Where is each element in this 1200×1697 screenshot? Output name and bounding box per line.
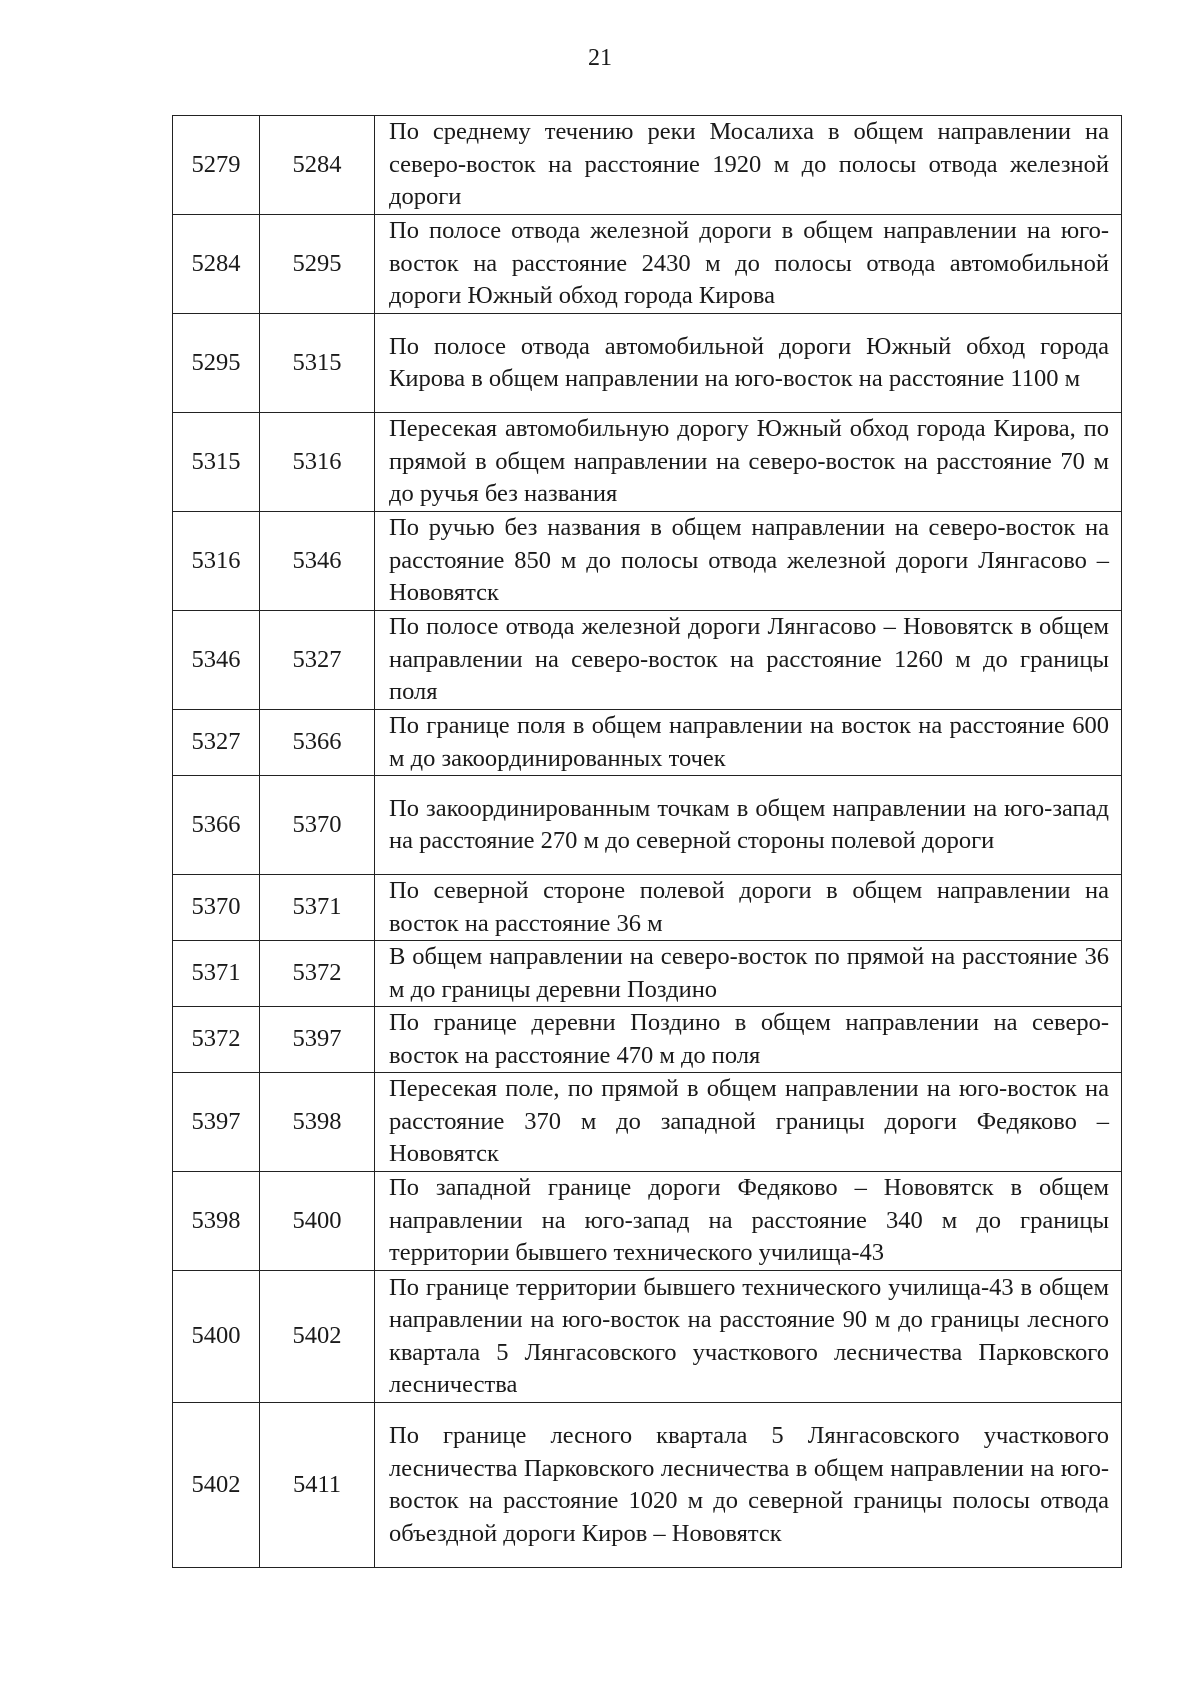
point-from: 5371 [173,941,260,1007]
point-from: 5284 [173,215,260,314]
table-row [173,116,1122,215]
point-from: 5295 [173,314,260,413]
table-row [173,941,1122,1007]
point-from: 5400 [173,1271,260,1403]
point-to: 5315 [260,314,375,413]
table-row [173,1007,1122,1073]
table-row [173,314,1122,413]
point-from: 5315 [173,413,260,512]
segment-description: По границе поля в общем направлении на восток на расстояние 600 м до закоординированных точек [375,710,1122,776]
point-from: 5346 [173,611,260,710]
page-number: 21 [588,45,612,71]
table-row [173,413,1122,512]
table-row [173,1403,1122,1568]
table-row [173,611,1122,710]
segment-description: По полосе отвода железной дороги Лянгасово – Нововятск в общем направлении на северо-восток на расстояние 1260 м до границы поля [375,611,1122,710]
segment-description: Пересекая поле, по прямой в общем направлении на юго-восток на расстояние 370 м до западной границы дороги Федяково – Нововятск [375,1073,1122,1172]
segment-description: По полосе отвода железной дороги в общем направлении на юго-восток на расстояние 2430 м до полосы отвода автомобильной дороги Южный обход города Кирова [375,215,1122,314]
point-to: 5327 [260,611,375,710]
segment-description: По ручью без названия в общем направлении на северо-восток на расстояние 850 м до полосы отвода железной дороги Лянгасово –Нововятск [375,512,1122,611]
point-to: 5400 [260,1172,375,1271]
segment-description: По полосе отвода автомобильной дороги Южный обход города Кирова в общем направлении на юго-восток на расстояние 1100 м [375,314,1122,413]
point-to: 5398 [260,1073,375,1172]
point-to: 5284 [260,116,375,215]
point-to: 5397 [260,1007,375,1073]
point-from: 5316 [173,512,260,611]
table-row [173,776,1122,875]
point-from: 5366 [173,776,260,875]
segment-description: По среднему течению реки Мосалиха в общем направлении на северо-восток на расстояние 1920 м до полосы отвода железной дороги [375,116,1122,215]
table-row [173,1271,1122,1403]
point-to: 5316 [260,413,375,512]
segment-description: В общем направлении на северо-восток по прямой на расстояние 36 м до границы деревни Поздино [375,941,1122,1007]
point-to: 5346 [260,512,375,611]
point-to: 5372 [260,941,375,1007]
point-from: 5279 [173,116,260,215]
segment-description: По западной границе дороги Федяково – Нововятск в общем направлении на юго-запад на расстояние 340 м до границы территории бывшего технического училища-43 [375,1172,1122,1271]
table-row [173,1172,1122,1271]
segment-description: По границе лесного квартала 5 Лянгасовского участкового лесничества Парковского лесничества в общем направлении на юго-восток на расстояние 1020 м до северной границы полосы отвода объездной дороги Киров – Нововятск [375,1403,1122,1568]
point-from: 5397 [173,1073,260,1172]
point-from: 5372 [173,1007,260,1073]
segment-description: По границе деревни Поздино в общем направлении на северо-восток на расстояние 470 м до поля [375,1007,1122,1073]
point-to: 5411 [260,1403,375,1568]
point-from: 5402 [173,1403,260,1568]
table-row [173,1073,1122,1172]
boundary-table [172,115,1122,1568]
table-row [173,875,1122,941]
point-to: 5402 [260,1271,375,1403]
table-row [173,710,1122,776]
point-from: 5398 [173,1172,260,1271]
table-row [173,215,1122,314]
segment-description: По закоординированным точкам в общем направлении на юго-запад на расстояние 270 м до северной стороны полевой дороги [375,776,1122,875]
segment-description: По границе территории бывшего технического училища-43 в общем направлении на юго-восток на расстояние 90 м до границы лесного квартала 5 Лянгасовского участкового лесничества Парковского лесничества [375,1271,1122,1403]
point-to: 5370 [260,776,375,875]
table-row [173,512,1122,611]
segment-description: Пересекая автомобильную дорогу Южный обход города Кирова, по прямой в общем направлении на северо-восток на расстояние 70 м до ручья без названия [375,413,1122,512]
point-from: 5370 [173,875,260,941]
point-from: 5327 [173,710,260,776]
point-to: 5295 [260,215,375,314]
point-to: 5371 [260,875,375,941]
point-to: 5366 [260,710,375,776]
segment-description: По северной стороне полевой дороги в общем направлении на восток на расстояние 36 м [375,875,1122,941]
